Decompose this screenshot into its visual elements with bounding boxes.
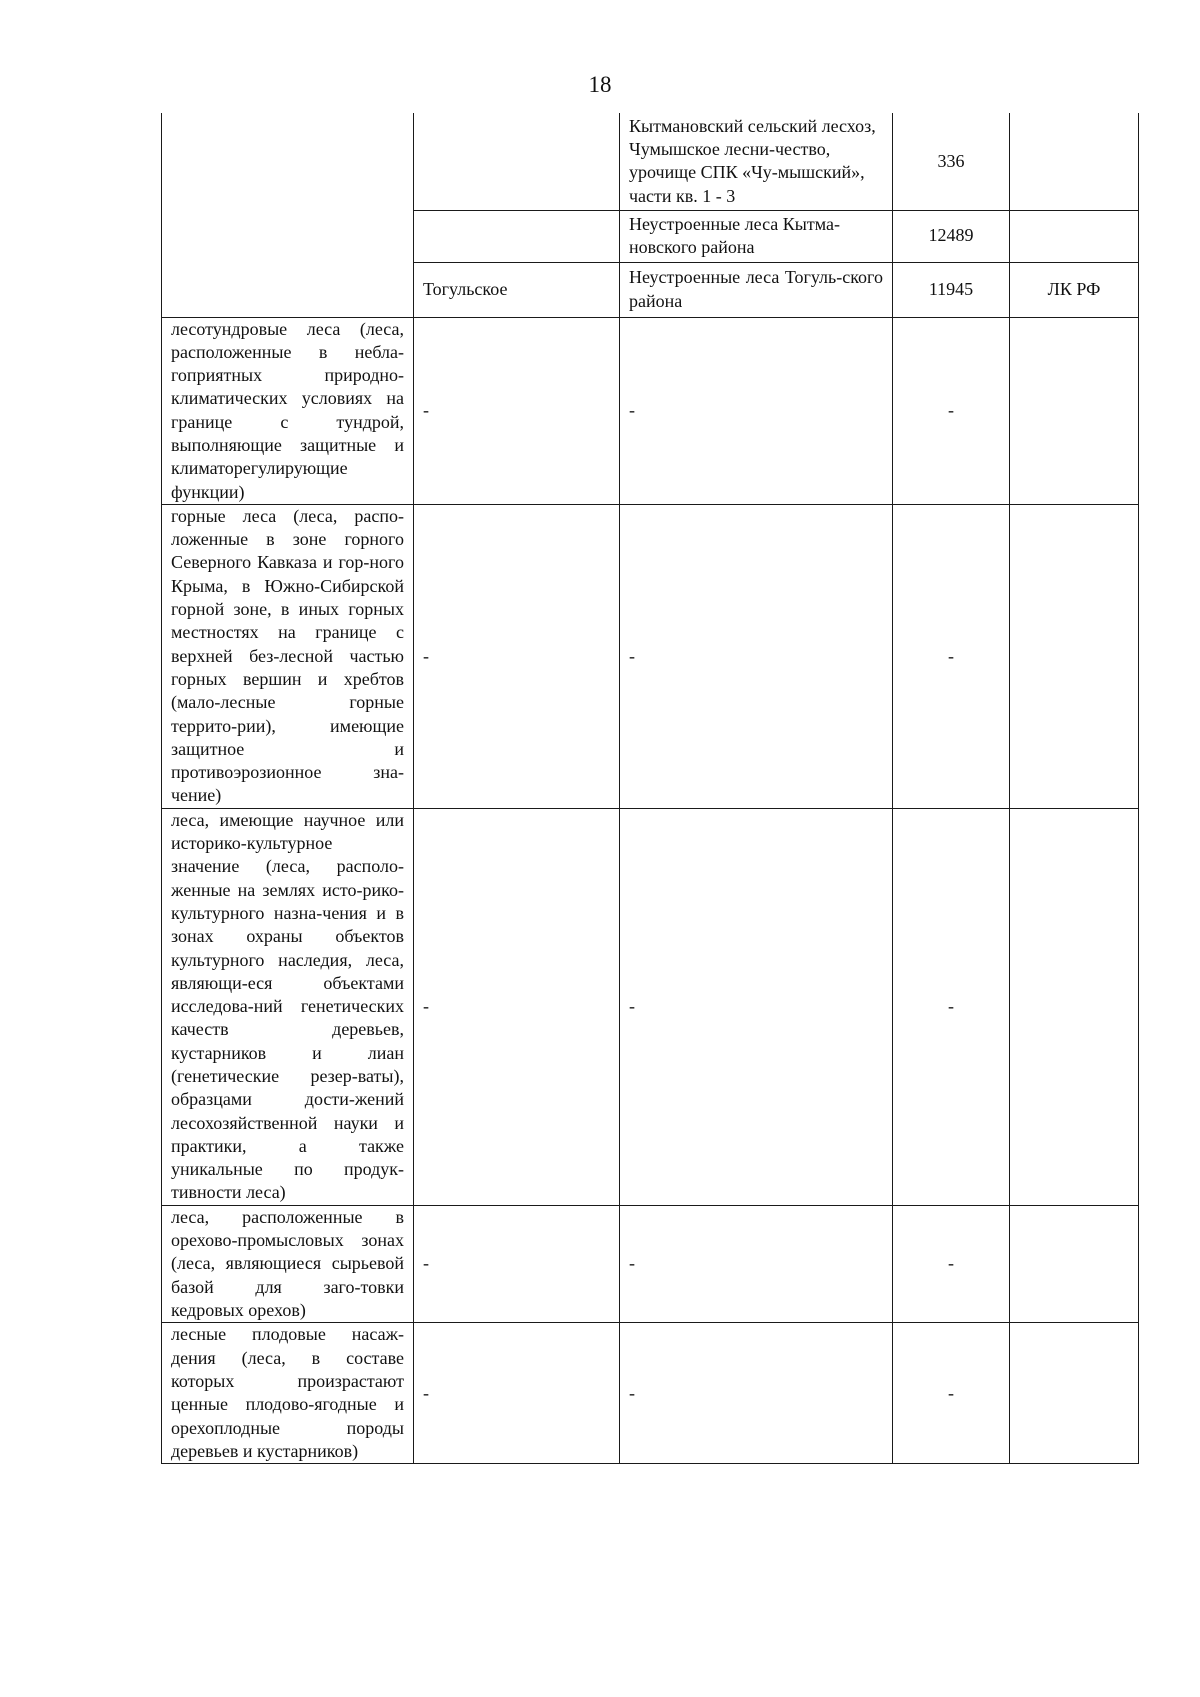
basis-cell: [1010, 1205, 1139, 1322]
forestry-cell: -: [414, 808, 620, 1205]
area-cell: -: [893, 1323, 1010, 1464]
forestry-cell: -: [414, 504, 620, 808]
area-cell: 11945: [893, 262, 1010, 317]
category-cell: лесные плодовые насаж-дения (леса, в составе которых произрастают ценные плодово-ягодные и орехоплодные породы деревьев и кустарников): [162, 1323, 414, 1464]
basis-cell: [1010, 113, 1139, 210]
location-cell: -: [620, 504, 893, 808]
category-cell: горные леса (леса, распо-ложенные в зоне горного Северного Кавказа и гор-ного Крыма, в Южно-Сибирской горной зоне, в иных горных местностях на границе с верхней без-лесной частью горных вершин и хребтов (мало-лесные горные террито-рии), имеющие защитное и противоэрозионное зна-чение): [162, 504, 414, 808]
area-cell: -: [893, 808, 1010, 1205]
table-row: [162, 1205, 1139, 1322]
area-cell: -: [893, 1205, 1010, 1322]
location-cell: Неустроенные леса Тогуль-ского района: [620, 262, 893, 317]
forest-table: [161, 113, 1139, 1464]
category-cell: леса, имеющие научное или историко-культурное значение (леса, располо-женные на землях исто-рико-культурного назна-чения и в зонах охраны объектов культурного наследия, леса, являющи-еся объектами исследова-ний генетических качеств деревьев, кустарников и лиан (генетические резер-ваты), образцами дости-жений лесохозяйственной науки и практики, а также уникальные по продук-тивности леса): [162, 808, 414, 1205]
basis-cell: [1010, 317, 1139, 504]
table-row: [162, 113, 1139, 210]
basis-cell: ЛК РФ: [1010, 262, 1139, 317]
location-cell: -: [620, 1205, 893, 1322]
table-row: [162, 1323, 1139, 1464]
basis-cell: [1010, 1323, 1139, 1464]
area-cell: 12489: [893, 210, 1010, 262]
page-number: 18: [588, 72, 612, 97]
table-row: [162, 317, 1139, 504]
location-cell: -: [620, 808, 893, 1205]
forestry-cell: [414, 210, 620, 262]
basis-cell: [1010, 808, 1139, 1205]
category-cell: леса, расположенные в орехово-промысловых зонах (леса, являющиеся сырьевой базой для заго-товки кедровых орехов): [162, 1205, 414, 1322]
basis-cell: [1010, 210, 1139, 262]
forestry-cell: [414, 113, 620, 210]
area-cell: -: [893, 504, 1010, 808]
category-cell: лесотундровые леса (леса, расположенные в небла-гоприятных природно-климатических условиях на границе с тундрой, выполняющие защитные и климаторегулирующие функции): [162, 317, 414, 504]
forestry-cell: -: [414, 1205, 620, 1322]
area-cell: 336: [893, 113, 1010, 210]
area-cell: -: [893, 317, 1010, 504]
basis-cell: [1010, 504, 1139, 808]
forestry-cell: -: [414, 1323, 620, 1464]
location-cell: Неустроенные леса Кытма-новского района: [620, 210, 893, 262]
forestry-cell: Тогульское: [414, 262, 620, 317]
category-cell-continued: [162, 113, 414, 317]
location-cell: Кытмановский сельский лесхоз, Чумышское лесни-чество, урочище СПК «Чу-мышский», части кв. 1 - 3: [620, 113, 893, 210]
forestry-cell: -: [414, 317, 620, 504]
table-row: [162, 808, 1139, 1205]
location-cell: -: [620, 1323, 893, 1464]
location-cell: -: [620, 317, 893, 504]
table-row: [162, 504, 1139, 808]
